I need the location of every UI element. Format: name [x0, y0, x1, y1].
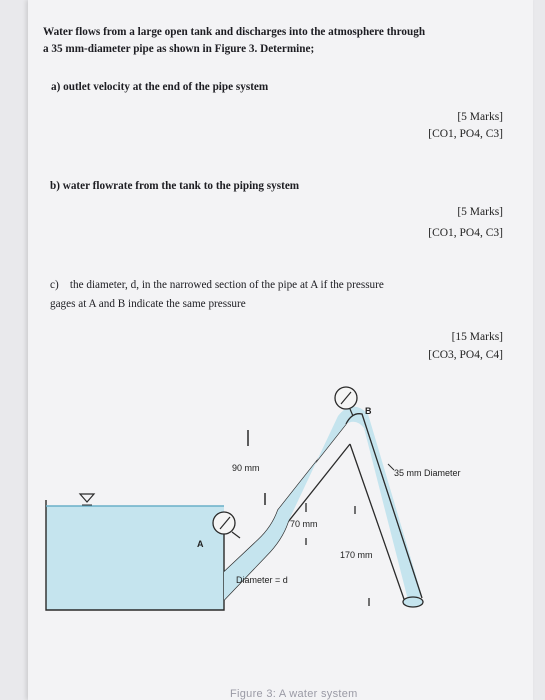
question-a-label: a) [51, 81, 61, 93]
question-a-outcome: [CO1, PO4, C3] [428, 128, 503, 140]
question-c-text-1: the diameter, d, in the narrowed section of the pipe at A if the pressure [69, 279, 384, 291]
question-b-text: water flowrate from the tank to the piping system [62, 180, 300, 192]
gage-a-stem [232, 532, 240, 538]
question-a-text: outlet velocity at the end of the pipe system [63, 81, 269, 93]
question-c-marks: [15 Marks] [451, 331, 503, 343]
pipe-outlet [403, 597, 423, 607]
intro-line-1: Water flows from a large open tank and discharges into the atmosphere through [43, 26, 426, 38]
question-c-outcome: [CO3, PO4, C4] [428, 349, 503, 361]
label-diameter-d: Diameter = d [236, 575, 288, 585]
label-b: B [365, 406, 372, 416]
intro-line-2: a 35 mm-diameter pipe as shown in Figure 3. Determine; [43, 43, 315, 55]
question-b-label: b) [50, 180, 60, 192]
question-c-label: c) [50, 279, 59, 291]
question-b-marks: [5 Marks] [457, 206, 503, 218]
question-b-outcome: [CO1, PO4, C3] [428, 227, 503, 239]
question-a-marks: [5 Marks] [457, 111, 503, 123]
tank-water [46, 506, 224, 610]
free-surface-marker-icon [80, 494, 94, 502]
label-a: A [197, 539, 204, 549]
question-c-line-2: gages at A and B indicate the same pressure [50, 298, 246, 310]
figure-caption: Figure 3: A water system [230, 688, 358, 700]
label-90-mm: 90 mm [232, 463, 260, 473]
label-170-mm: 170 mm [340, 550, 373, 560]
label-70-mm: 70 mm [290, 519, 318, 529]
label-35-mm-diameter: 35 mm Diameter [394, 468, 461, 478]
pipe-water [224, 406, 422, 600]
pressure-gage-a-icon [213, 512, 235, 534]
